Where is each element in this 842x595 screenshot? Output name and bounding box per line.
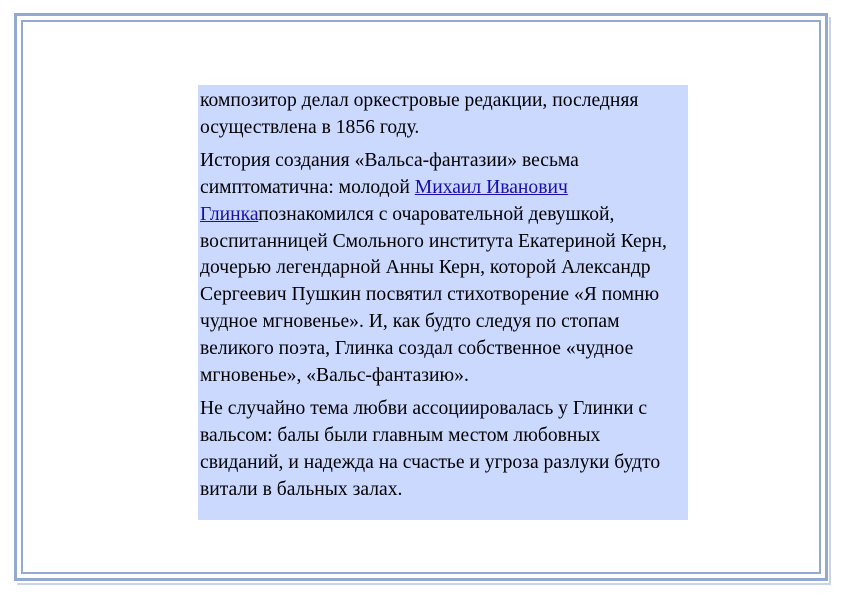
paragraph-3: Не случайно тема любви ассоциировалась у Глинки с вальсом: балы были главным местом любовных свиданий, и надежда на счастье и угроза разлуки будто витали в бальных залах.: [200, 397, 661, 500]
glinka-link[interactable]: Михаил Иванович Глинка: [200, 176, 568, 225]
text-box: [198, 85, 688, 520]
paragraph-2: [200, 148, 685, 390]
paragraph-1: композитор делал оркестровые редакции, последняя осуществлена в 1856 году.: [200, 90, 639, 138]
paragraph-2-text-before: История создания «Вальса-фантазии» весьма симптоматична: молодой: [200, 149, 579, 198]
paragraph-2-text-after: познакомился с очаровательной девушкой, воспитанницей Смольного института Екатериной Керн, дочерью легендарной Анны Керн, которой Александр Сергеевич Пушкин посвятил стихотворение «Я помню чудное мгновенье». И, как будто следуя по стопам великого поэта, Глинка создал собственное «чудное мгновенье», «Вальс-фантазию».: [200, 203, 667, 387]
